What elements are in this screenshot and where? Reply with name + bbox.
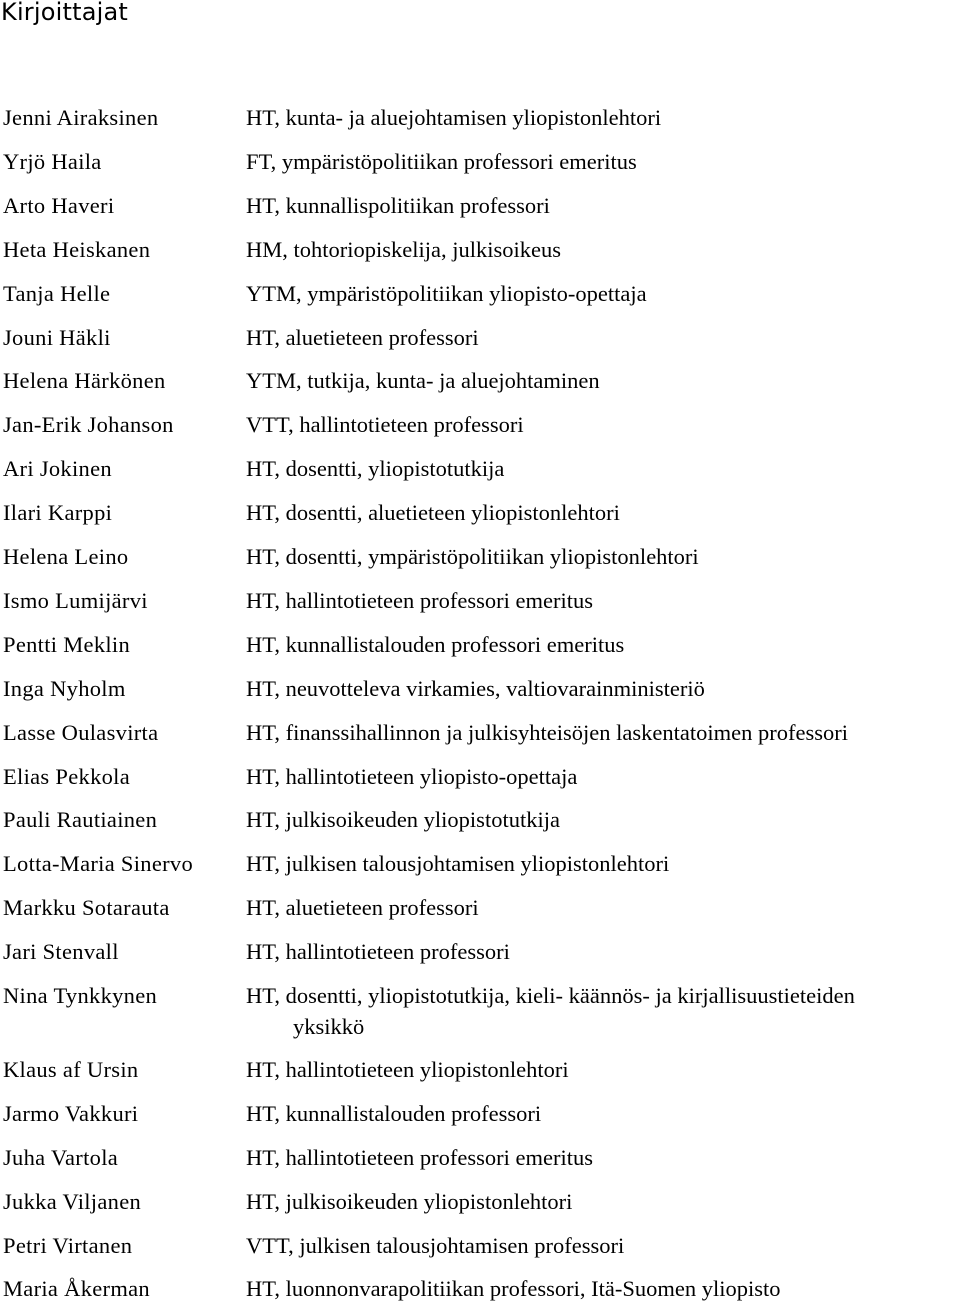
author-title <box>246 673 958 704</box>
author-title <box>246 234 958 265</box>
author-title-line: HT, kunta- ja aluejohtamisen yliopistonlehtori <box>246 105 662 130</box>
author-title <box>246 980 958 1042</box>
author-name: Inga Nyholm <box>3 675 126 701</box>
author-title <box>246 629 958 660</box>
author-title-line: HM, tohtoriopiskelija, julkisoikeus <box>246 236 561 262</box>
author-title <box>246 102 958 133</box>
author-name: Tanja Helle <box>3 280 111 306</box>
author-title <box>246 497 958 528</box>
author-title <box>246 322 958 353</box>
author-name: Jari Stenvall <box>3 939 119 965</box>
author-title-line: HT, kunnallispolitiikan professori <box>246 192 550 218</box>
author-title-line: HT, aluetieteen professori <box>246 895 479 921</box>
author-name: Ari Jokinen <box>3 456 112 482</box>
author-title <box>246 1054 958 1085</box>
author-title <box>246 1098 958 1129</box>
author-name: Ismo Lumijärvi <box>3 587 148 613</box>
author-title-line: HT, hallintotieteen professori emeritus <box>246 587 593 613</box>
author-title <box>246 1142 958 1173</box>
author-title-line: HT, julkisoikeuden yliopistotutkija <box>246 807 560 833</box>
author-title <box>246 146 958 177</box>
author-title <box>246 936 958 967</box>
author-title-continuation: yksikkö <box>293 1014 365 1039</box>
author-name: Ilari Karppi <box>3 500 113 526</box>
author-title-line: HT, hallintotieteen yliopistonlehtori <box>246 1056 569 1082</box>
author-name: Jukka Viljanen <box>3 1188 142 1214</box>
page-title: Kirjoittajat <box>1 0 129 26</box>
author-name: Nina Tynkkynen <box>3 983 158 1008</box>
author-name: Petri Virtanen <box>3 1232 133 1258</box>
author-title-line: HT, dosentti, yliopistotutkija, kieli- käännös- ja kirjallisuustieteiden <box>246 983 855 1008</box>
author-title-line: HT, dosentti, ympäristöpolitiikan yliopistonlehtori <box>246 544 699 569</box>
author-title-line: HT, dosentti, yliopistotutkija <box>246 456 505 482</box>
author-name: Helena Härkönen <box>3 368 166 394</box>
author-name: Lasse Oulasvirta <box>3 719 159 745</box>
author-title-line: HT, kunnallistalouden professori emeritus <box>246 631 625 657</box>
author-name: Maria Åkerman <box>3 1276 150 1302</box>
author-name: Helena Leino <box>3 544 129 569</box>
author-title-line: HT, hallintotieteen professori emeritus <box>246 1144 593 1170</box>
author-title <box>246 365 958 396</box>
author-title <box>246 409 958 440</box>
author-title <box>246 761 958 792</box>
author-title <box>246 190 958 221</box>
author-name: Pentti Meklin <box>3 631 131 657</box>
author-name: Elias Pekkola <box>3 763 131 789</box>
author-title <box>246 1273 958 1304</box>
author-name: Yrjö Haila <box>3 148 102 174</box>
author-title-line: VTT, julkisen talousjohtamisen professori <box>246 1232 625 1258</box>
author-name: Jan-Erik Johanson <box>3 412 174 438</box>
author-name: Markku Sotarauta <box>3 895 170 921</box>
author-name: Klaus af Ursin <box>3 1056 139 1082</box>
author-name: Arto Haveri <box>3 192 115 218</box>
author-title <box>246 278 958 309</box>
author-title-line: VTT, hallintotieteen professori <box>246 412 524 438</box>
author-title-line: YTM, tutkija, kunta- ja aluejohtaminen <box>246 368 600 394</box>
author-title-line: FT, ympäristöpolitiikan professori emeritus <box>246 148 637 174</box>
author-title-line: HT, finanssihallinnon ja julkisyhteisöjen laskentatoimen professori <box>246 719 848 745</box>
author-title <box>246 848 958 879</box>
author-title <box>246 804 958 835</box>
author-title-line: HT, hallintotieteen yliopisto-opettaja <box>246 763 578 789</box>
author-name: Jouni Häkli <box>3 324 111 350</box>
author-title-line: HT, dosentti, aluetieteen yliopistonlehtori <box>246 500 620 526</box>
author-name: Pauli Rautiainen <box>3 807 158 833</box>
author-title <box>246 1230 958 1261</box>
author-title-line: HT, kunnallistalouden professori <box>246 1100 542 1126</box>
author-title <box>246 892 958 923</box>
author-title-line: HT, hallintotieteen professori <box>246 939 510 965</box>
author-title-line: HT, julkisen talousjohtamisen yliopistonlehtori <box>246 851 670 877</box>
author-title <box>246 585 958 616</box>
author-title-line: HT, julkisoikeuden yliopistonlehtori <box>246 1188 573 1214</box>
author-title-line: HT, aluetieteen professori <box>246 324 479 350</box>
author-name: Jenni Airaksinen <box>3 105 159 130</box>
author-name: Juha Vartola <box>3 1144 119 1170</box>
author-title <box>246 453 958 484</box>
author-name: Jarmo Vakkuri <box>3 1100 139 1126</box>
author-name: Lotta-Maria Sinervo <box>3 851 194 877</box>
author-title <box>246 1186 958 1217</box>
author-title <box>246 717 958 748</box>
author-name: Heta Heiskanen <box>3 236 151 262</box>
author-title-line: YTM, ympäristöpolitiikan yliopisto-opettaja <box>246 280 647 306</box>
author-title-line: HT, luonnonvarapolitiikan professori, Itä-Suomen yliopisto <box>246 1276 781 1302</box>
author-title <box>246 541 958 572</box>
author-title-line: HT, neuvotteleva virkamies, valtiovarainministeriö <box>246 675 705 701</box>
